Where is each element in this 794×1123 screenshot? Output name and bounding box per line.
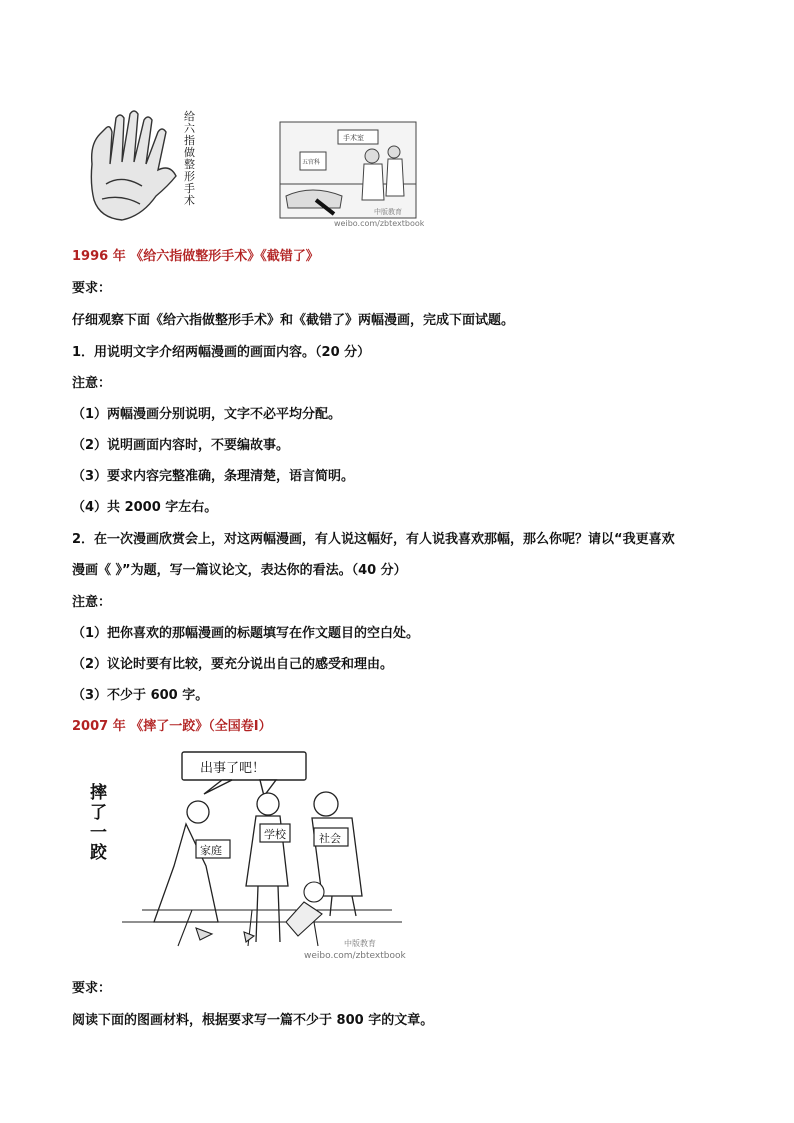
note-2-2: （2）议论时要有比较，要充分说出自己的感受和理由。: [72, 657, 394, 672]
svg-text:了: 了: [90, 803, 107, 823]
cartoon2-vertical-caption: [90, 782, 108, 863]
svg-text:跤: 跤: [90, 843, 107, 863]
svg-text:一: 一: [90, 823, 107, 843]
intro-2007: 阅读下面的图画材料，根据要求写一篇不少于 800 字的文章。: [72, 1013, 434, 1028]
note-1-4: （4）共 2000 字左右。: [72, 500, 218, 515]
note-1-3: （3）要求内容完整准确，条理清楚，语言简明。: [72, 469, 355, 484]
intro-1996: 仔细观察下面《给六指做整形手术》和《截错了》两幅漫画，完成下面试题。: [72, 313, 515, 328]
cartoon-2-drawing: [82, 746, 412, 966]
requirement-label-2: 要求：: [72, 981, 112, 996]
cartoon-six-fingers-and-wrong-cut-image: [72, 104, 424, 232]
note-label-1: 注意：: [72, 376, 112, 391]
note-1-1: （1）两幅漫画分别说明，文字不必平均分配。: [72, 407, 342, 422]
note-2-1: （1）把你喜欢的那幅漫画的标题填写在作文题目的空白处。: [72, 626, 420, 641]
cartoon2-watermark: weibo.com/zbtextbook: [304, 951, 406, 961]
sign-home: 家庭: [200, 844, 222, 857]
heading-1996: 1996 年 《给六指做整形手术》《截错了》: [72, 249, 319, 264]
note-label-2: 注意：: [72, 595, 112, 610]
heading-2007: 2007 年 《摔了一跤》（全国卷Ⅰ）: [72, 719, 272, 734]
sign-school: 学校: [264, 828, 286, 841]
requirement-label-1: 要求：: [72, 281, 112, 296]
note-1-2: （2）说明画面内容时，不要编故事。: [72, 438, 290, 453]
surgery-room-sign: 手术室: [343, 134, 364, 142]
cartoon1-watermark: weibo.com/zbtextbook: [334, 219, 424, 228]
sign-society: 社会: [319, 832, 341, 845]
bubble-text: 出事了吧！: [200, 761, 266, 776]
cartoon1-watermark-cn: 中版教育: [374, 208, 402, 216]
cartoon2-watermark-cn: 中版教育: [344, 939, 376, 948]
svg-text:摔: 摔: [90, 783, 107, 803]
cartoon1-vertical-caption: 给六指做整形手术: [184, 110, 195, 207]
note-2-3: （3）不少于 600 字。: [72, 688, 209, 703]
question-2-line-2: 漫画《 》”为题，写一篇议论文，表达你的看法。（40 分）: [72, 563, 407, 578]
hand-illustration: [91, 111, 176, 220]
cartoon-fell-down-image: [82, 746, 412, 966]
department-sign: 五官科: [302, 159, 321, 166]
question-1: 1．用说明文字介绍两幅漫画的画面内容。（20 分）: [72, 345, 371, 360]
cartoon-1-drawing: [72, 104, 424, 232]
adult-figures: [154, 792, 362, 942]
question-2-line-1: 2．在一次漫画欣赏会上，对这两幅漫画，有人说这幅好，有人说我喜欢那幅，那么你呢？请以“我更喜欢: [72, 532, 675, 547]
